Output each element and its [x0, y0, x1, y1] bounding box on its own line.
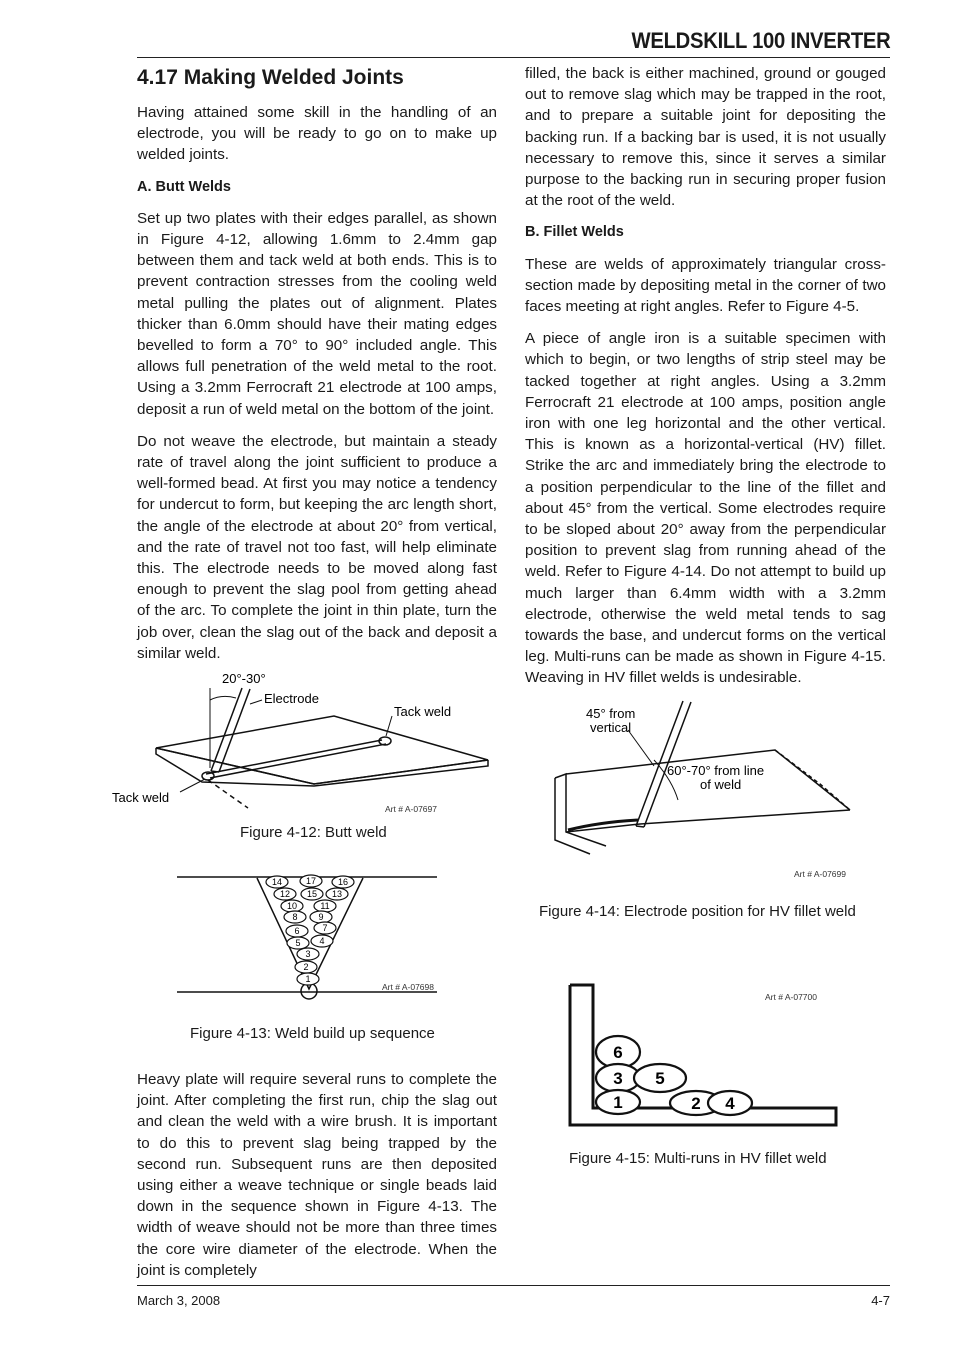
figure-4-14-caption: Figure 4-14: Electrode position for HV fillet weld: [539, 903, 856, 920]
weld-bead-label: 12: [279, 889, 291, 899]
footer-date: March 3, 2008: [137, 1293, 221, 1308]
fillet-paragraph-2: A piece of angle iron is a suitable specimen with which to begin, or two lengths of strip steel may be tacked together at right angles. Using a 3.2mm Ferrocraft 21 electrode at 100 amps, position angle iron with one leg horizontal and the other vertical. This is known as a horizontal-vertical (HV) fillet. Strike the arc and immediately bring the electrode to a position perpendicular to the line of the fillet and about 45° from the vertical. Some electrodes require to be sloped about 20° away from the perpendicular position to prevent slag from running ahead of the weld. Refer to Figure 4-14. Do not attempt to build up much larger than 6.4mm width with a 3.2mm electrode, otherwise the weld metal tends to sag towards the base, and undercut forms on the vertical leg. Multi-runs can be made as shown in Figure 4-15. Weaving in HV fillet welds is undesirable.: [525, 330, 886, 687]
butt-paragraph-2: Do not weave the electrode, but maintain a steady rate of travel along the joint sufficient to produce a well-formed bead. At first you may notice a tendency for undercut to form, but keeping the arc length short, the angle of the electrode at about 20° from vertical, and the rate of travel not too fast, will help eliminate this. The electrode needs to be moved along fast enough to prevent the slag pool from getting ahead of the arc. To complete the joint in thin plate, turn the job over, clean the slag out of the back and deposit a similar weld.: [137, 432, 497, 662]
weld-bead-label: 17: [305, 876, 317, 886]
intro-paragraph: Having attained some skill in the handling of an electrode, you will be ready to go on to make up welded joints.: [137, 104, 497, 164]
running-header-title: WELDSKILL 100 INVERTER: [631, 28, 890, 53]
section-title: 4.17 Making Welded Joints: [137, 66, 404, 89]
figure-4-13-caption: Figure 4-13: Weld build up sequence: [190, 1025, 435, 1042]
weld-bead-label: 14: [271, 877, 283, 887]
label-60-line2: of weld: [700, 777, 742, 792]
left-column: [137, 66, 497, 675]
angle-label: 20°-30°: [222, 671, 266, 686]
label-60-line1: 60°-70° from line: [667, 763, 765, 778]
weld-bead-label: 11: [320, 901, 330, 911]
page-number: 4-7: [871, 1293, 890, 1308]
electrode-label: Electrode: [264, 691, 319, 706]
weld-bead-label: 5: [655, 1069, 665, 1088]
weld-bead-label: 3: [613, 1069, 623, 1088]
weld-bead-label: 5: [295, 938, 301, 948]
weld-bead-label: 9: [318, 912, 324, 922]
header-rule: [137, 57, 890, 58]
weld-bead-label: 13: [331, 889, 343, 899]
tack-weld-right-label: Tack weld: [394, 704, 452, 719]
hv-multi-runs-figure: [560, 980, 845, 1140]
weld-bead-label: 6: [613, 1043, 623, 1062]
weld-bead-label: 1: [613, 1093, 623, 1112]
weld-bead-label: 2: [303, 962, 309, 972]
figure-4-15-caption: Figure 4-15: Multi-runs in HV fillet weld: [569, 1150, 827, 1167]
heavy-plate-paragraph: Heavy plate will require several runs to complete the joint. After completing the first run, chip the slag out and clean the weld with a wire brush. It is important to do this to prevent slag being trapped by the second run. Subsequent runs are then deposited using either a weave technique or single beads laid down in the sequence shown in Figure 4-13. The width of weave should not be more than three times the core wire diameter of the electrode. When the joint is completely: [137, 1071, 497, 1279]
label-45-line1: 45° from: [586, 706, 636, 721]
fillet-welds-heading: B. Fillet Welds: [525, 224, 624, 241]
hv-fillet-electrode-figure: [550, 700, 855, 860]
art-number-fig14: Art # A-07699: [794, 869, 846, 879]
left-column-bottom: [137, 1069, 497, 1292]
art-number-fig12: Art # A-07697: [385, 804, 437, 814]
weld-bead-label: 16: [337, 877, 349, 887]
weld-bead-label: 3: [305, 949, 311, 959]
weld-bead-label: 2: [691, 1094, 701, 1113]
fillet-paragraph-1: These are welds of approximately triangular cross-section made by depositing metal in the corner of two faces meeting at right angles. Refer to Figure 4-5.: [525, 255, 886, 316]
right-column: [525, 63, 886, 700]
weld-bead-label: 10: [286, 901, 298, 911]
art-number-fig13: Art # A-07698: [382, 982, 434, 992]
butt-welds-heading: A. Butt Welds: [137, 178, 231, 195]
weld-bead-label: 6: [294, 926, 300, 936]
butt-paragraph-1: Set up two plates with their edges parallel, as shown in Figure 4-12, allowing 1.6mm to 2.4mm gap between them and tack weld at both ends. This is to prevent contraction stresses from the cooling weld metal pulling the plates out of alignment. Plates thicker than 6.0mm should have their mating edges bevelled to form a 70° to 90° included angle. This allows full penetration of the weld metal to the root. Using a 3.2mm Ferrocraft 21 electrode at 100 amps, deposit a run of weld metal on the bottom of the joint.: [137, 209, 497, 418]
weld-bead-label: 1: [305, 974, 311, 984]
continued-paragraph: filled, the back is either machined, ground or gouged out to remove slag which may be trapped in the root, and to prepare a suitable joint for depositing the backing run. If a backing bar is used, it is not usually necessary to remove this, since it serves a similar purpose to the backing run in securing proper fusion at the root of the weld.: [525, 65, 886, 210]
weld-bead-label: 8: [292, 912, 298, 922]
footer-rule: [137, 1285, 890, 1286]
weld-bead-label: 4: [725, 1094, 735, 1113]
weld-bead-label: 15: [306, 889, 318, 899]
art-number-fig15: Art # A-07700: [765, 992, 817, 1002]
tack-weld-left-label: Tack weld: [112, 790, 170, 805]
weld-bead-label: 7: [322, 923, 328, 933]
butt-weld-figure: [110, 668, 490, 816]
label-45-line2: vertical: [590, 720, 632, 735]
weld-bead-label: 4: [319, 936, 325, 946]
figure-4-12-caption: Figure 4-12: Butt weld: [240, 824, 387, 841]
